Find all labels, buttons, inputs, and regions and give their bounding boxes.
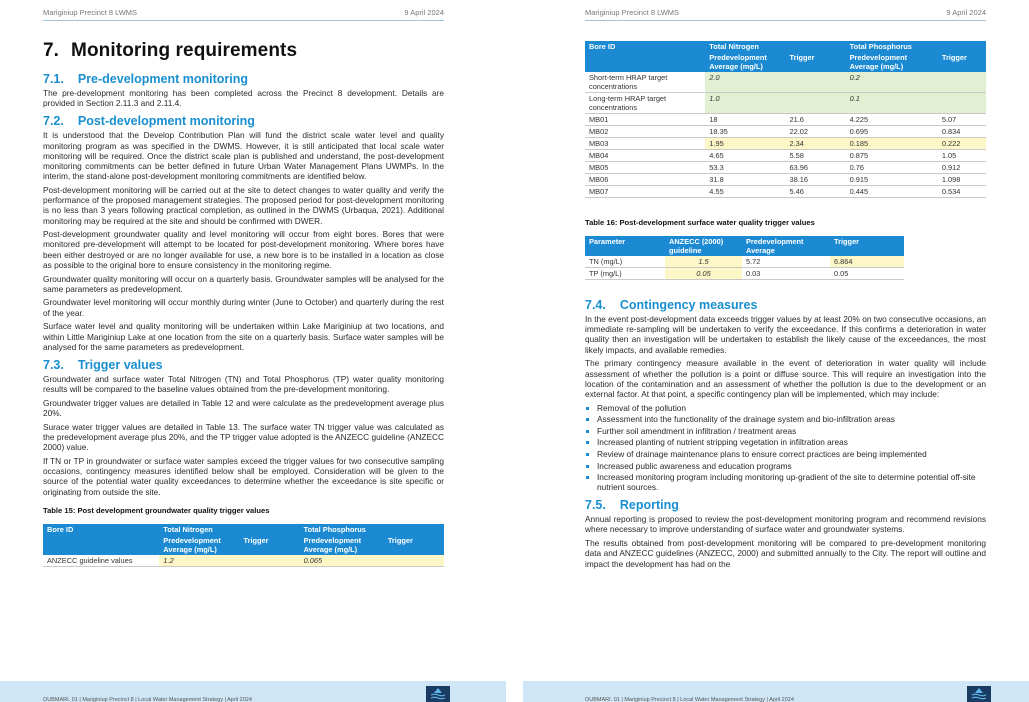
col-header: Predevelopment Average (mg/L) (300, 535, 384, 555)
section-7-2-heading: 7.2. Post-development monitoring (43, 114, 255, 129)
cell: 6.864 (830, 256, 904, 268)
cell: 2.34 (785, 138, 845, 150)
col-header: Total Phosphorus (300, 524, 444, 535)
cell: 53.3 (705, 162, 785, 174)
footer-text: OUBMARI. 01 | Mariginiup Precinct 8 | Local Water Management Strategy | April 2024 (43, 697, 252, 702)
cell (384, 555, 444, 567)
col-header: Predevelopment Average (mg/L) (846, 52, 938, 72)
cell: TN (mg/L) (585, 256, 665, 268)
list-item: Assessment into the functionality of the drainage system and bio-infiltration areas (585, 414, 986, 426)
paragraph: Annual reporting is proposed to review the post-development monitoring program and recommend revisions where necessary to improve understanding of surface water and groundwater systems. (585, 514, 986, 535)
table-15-continued (585, 41, 986, 198)
cell: 2.0 (705, 72, 785, 93)
cell: 1.05 (938, 150, 986, 162)
col-header (43, 535, 159, 555)
paragraph: The pre-development monitoring has been completed across the Precinct 8 development. Details are provided in Section 2.11.3 and 2.11.4. (43, 88, 444, 109)
col-header: Trigger (938, 52, 986, 72)
paragraph: Groundwater level monitoring will occur monthly during winter (June to October) and quarterly during the rest of the year. (43, 297, 444, 318)
paragraph: Post-development groundwater quality and level monitoring will occur from eight bores. Bores that were monitored pre-development will attempt to be located for post-development monitoring. Where bores have been either destroyed or are no longer available for use, a new bore is to be installed in a location as close as possible to the original bore to ensure consistency in the monitoring regime. (43, 229, 444, 270)
paragraph: Groundwater quality monitoring will occur on a quarterly basis. Groundwater samples will be analysed for the same parameters as predevelopment. (43, 273, 444, 294)
header-date: 9 April 2024 (404, 8, 444, 17)
table-row (585, 138, 986, 150)
col-header: Bore ID (585, 41, 705, 52)
col-header: Predevelopment Average (742, 236, 830, 256)
cell: MB04 (585, 150, 705, 162)
cell: 21.6 (785, 114, 845, 126)
cell: 5.46 (785, 186, 845, 198)
cell: MB02 (585, 126, 705, 138)
contingency-list (585, 403, 986, 493)
page-content (43, 38, 444, 567)
table-row (585, 93, 986, 114)
cell: Long-term HRAP target concentrations (585, 93, 705, 114)
paragraph: Surface water level and quality monitoring will be undertaken within Lake Mariginiup at two locations, and within Little Mariginiup Lake at one location from the site on a quarterly basis. Surface water samples will be analysed for the same parameters as predevelopment. (43, 321, 444, 352)
col-header: Total Phosphorus (846, 41, 986, 52)
section-7-1-heading: 7.1. Pre-development monitoring (43, 72, 249, 86)
table-row (585, 126, 986, 138)
cell: 0.222 (938, 138, 986, 150)
cell: 0.76 (846, 162, 938, 174)
cell: MB07 (585, 186, 705, 198)
paragraph: The primary contingency measure available in the event of deterioration in water quality will include assessment of whether the pollution is a point or diffuse source. This will require an investigation into the location of the contamination and an assessment of whether the pollution is due to the development or an external factor. At that point, a specific contingency plan will be implemented, which may include: (585, 358, 986, 399)
cell: 0.695 (846, 126, 938, 138)
cell: 0.912 (938, 162, 986, 174)
cell: ANZECC guideline values (43, 555, 159, 567)
cell: TP (mg/L) (585, 268, 665, 280)
paragraph: Groundwater and surface water Total Nitrogen (TN) and Total Phosphorus (TP) water quality monitoring results will be compared to the baseline values obtained from the pre-development monitoring. (43, 373, 444, 395)
cell (938, 72, 986, 93)
cell: 1.95 (705, 138, 785, 150)
cell: Short-term HRAP target concentrations (585, 72, 705, 93)
list-item: Increased planting of nutrient stripping vegetation in infiltration areas (585, 437, 986, 449)
section-7-3-heading: 7.3. Trigger values (43, 357, 163, 372)
list-item: Increased monitoring program including monitoring up-gradient of the site to determine potential off-site nutrient sources. (585, 472, 986, 492)
cell: MB06 (585, 174, 705, 186)
col-header: Parameter (585, 236, 665, 256)
cell: 0.05 (830, 268, 904, 280)
page-header (585, 8, 986, 21)
cell: MB05 (585, 162, 705, 174)
page-footer (0, 681, 506, 702)
page-gutter (506, 0, 523, 702)
cell (239, 555, 299, 567)
cell: 18 (705, 114, 785, 126)
cell: 0.065 (300, 555, 384, 567)
cell: MB01 (585, 114, 705, 126)
cell: 38.16 (785, 174, 845, 186)
list-item: Further soil amendment in infiltration / treatment areas (585, 426, 986, 438)
list-item: Removal of the pollution (585, 403, 986, 415)
cell: 0.185 (846, 138, 938, 150)
table-row (585, 150, 986, 162)
table-row (585, 174, 986, 186)
cell: 5.58 (785, 150, 845, 162)
col-header: Total Nitrogen (705, 41, 845, 52)
cell: 5.07 (938, 114, 986, 126)
cell: 0.915 (846, 174, 938, 186)
page-footer (523, 681, 1029, 702)
cell: 5.72 (742, 256, 830, 268)
cell: 1.0 (705, 93, 785, 114)
cell (785, 72, 845, 93)
document-page-right (523, 0, 1029, 702)
cell: 0.03 (742, 268, 830, 280)
section-7-5-heading: 7.5. Reporting (585, 498, 679, 513)
cell: 4.65 (705, 150, 785, 162)
table-15-caption: Table 15: Post development groundwater quality trigger values (43, 505, 270, 515)
table-row (585, 268, 904, 280)
table-row (585, 186, 986, 198)
col-header: Trigger (785, 52, 845, 72)
table-15 (43, 524, 444, 567)
cell: 0.05 (665, 268, 742, 280)
col-header (585, 52, 705, 72)
cell: 0.445 (846, 186, 938, 198)
paragraph: It is understood that the Develop Contribution Plan will fund the district scale water level and quality monitoring program as was specified in the DWMS. However, it is still anticipated that local scale water monitoring will be required. Once the district scale plan is published and understand, the post-development monitoring commitments can be better defined in future Urban Water Management Plans UWMPs. In the interim, the stand-alone post-development monitoring commitments are identified below. (43, 130, 444, 182)
cell: 31.8 (705, 174, 785, 186)
table-row (585, 114, 986, 126)
table-row (585, 256, 904, 268)
cell: 22.02 (785, 126, 845, 138)
col-header: Trigger (830, 236, 904, 256)
header-date: 9 April 2024 (946, 8, 986, 17)
cell (785, 93, 845, 114)
cell: 1.5 (665, 256, 742, 268)
col-header: Trigger (384, 535, 444, 555)
list-item: Review of drainage maintenance plans to ensure correct practices are being implemented (585, 449, 986, 461)
col-header: Predevelopment Average (mg/L) (159, 535, 239, 555)
cell: 4.55 (705, 186, 785, 198)
header-doc-title: Mariginiup Precinct 8 LWMS (585, 8, 680, 17)
paragraph: Post-development monitoring will be carried out at the site to detect changes to water quality and verify the performance of the proposed management strategies. The proposed period for post-development monitoring is no less than 3 years following practical completion, as outlined in the DWMS (Urbaqua, 2021). Additional monitoring may be required at the site and should be confirmed with DWER. (43, 184, 444, 226)
col-header: ANZECC (2000) guideline (665, 236, 742, 256)
cell: 18.35 (705, 126, 785, 138)
page-header (43, 8, 444, 21)
paragraph: The results obtained from post-development monitoring will be compared to pre-development monitoring data and ANZECC guidelines (ANZECC, 2000) and submitted annually to the City. The report will outline and impact the development has had on the (585, 538, 986, 569)
cell: 0.2 (846, 72, 938, 93)
paragraph: Surace water trigger values are detailed in Table 13. The surface water TN trigger value was calculated as the predevelopment average plus 20%, and the TP trigger value adopted is the ANZECC guideline (ANZECC 2000) value. (43, 421, 444, 453)
table-16-caption: Table 16: Post-development surface water quality trigger values (585, 218, 815, 227)
col-header: Trigger (239, 535, 299, 555)
table-row (585, 162, 986, 174)
cell: 1.098 (938, 174, 986, 186)
cell: 1.2 (159, 555, 239, 567)
section-7-4-heading: 7.4. Contingency measures (585, 298, 758, 312)
water-drop-logo-icon (426, 686, 450, 702)
cell: 63.96 (785, 162, 845, 174)
table-row (43, 555, 444, 567)
paragraph: Groundwater trigger values are detailed in Table 12 and were calculate as the predevelopment average plus 20%. (43, 397, 444, 419)
cell: 0.875 (846, 150, 938, 162)
col-header: Predevelopment Average (mg/L) (705, 52, 785, 72)
section-7-heading: 7. Monitoring requirements (43, 40, 298, 61)
col-header: Bore ID (43, 524, 159, 535)
cell: 0.834 (938, 126, 986, 138)
cell: 0.534 (938, 186, 986, 198)
header-doc-title: Mariginiup Precinct 8 LWMS (43, 8, 138, 17)
table-row (585, 72, 986, 93)
table-16 (585, 236, 904, 280)
cell (938, 93, 986, 114)
cell: MB03 (585, 138, 705, 150)
water-drop-logo-icon (967, 686, 991, 702)
footer-text: OUBMARI. 01 | Mariginiup Precinct 8 | Local Water Management Strategy | April 2024 (585, 697, 794, 702)
cell: 4.225 (846, 114, 938, 126)
document-page-left (0, 0, 506, 702)
list-item: Increased public awareness and education programs (585, 461, 986, 473)
cell: 0.1 (846, 93, 938, 114)
paragraph: In the event post-development data exceeds trigger values by at least 20% on two consecutive occasions, an immediate re-sampling will be undertaken to verify the exceedance. If this confirms a deterioration in water quality then an investigation will be undertaken to establish the likely cause of the exceedances, the most likely impacts, and available remedies. (585, 314, 986, 355)
page-content (585, 41, 986, 572)
col-header: Total Nitrogen (159, 524, 299, 535)
paragraph: If TN or TP in groundwater or surface water samples exceed the trigger values for two consecutive sampling occasions, contingency measures identified below shall be employed. Consideration will be given to the source of the potential water quality exceedances to determine whether the exceedance is site specific or originating from outside the site. (43, 455, 444, 497)
